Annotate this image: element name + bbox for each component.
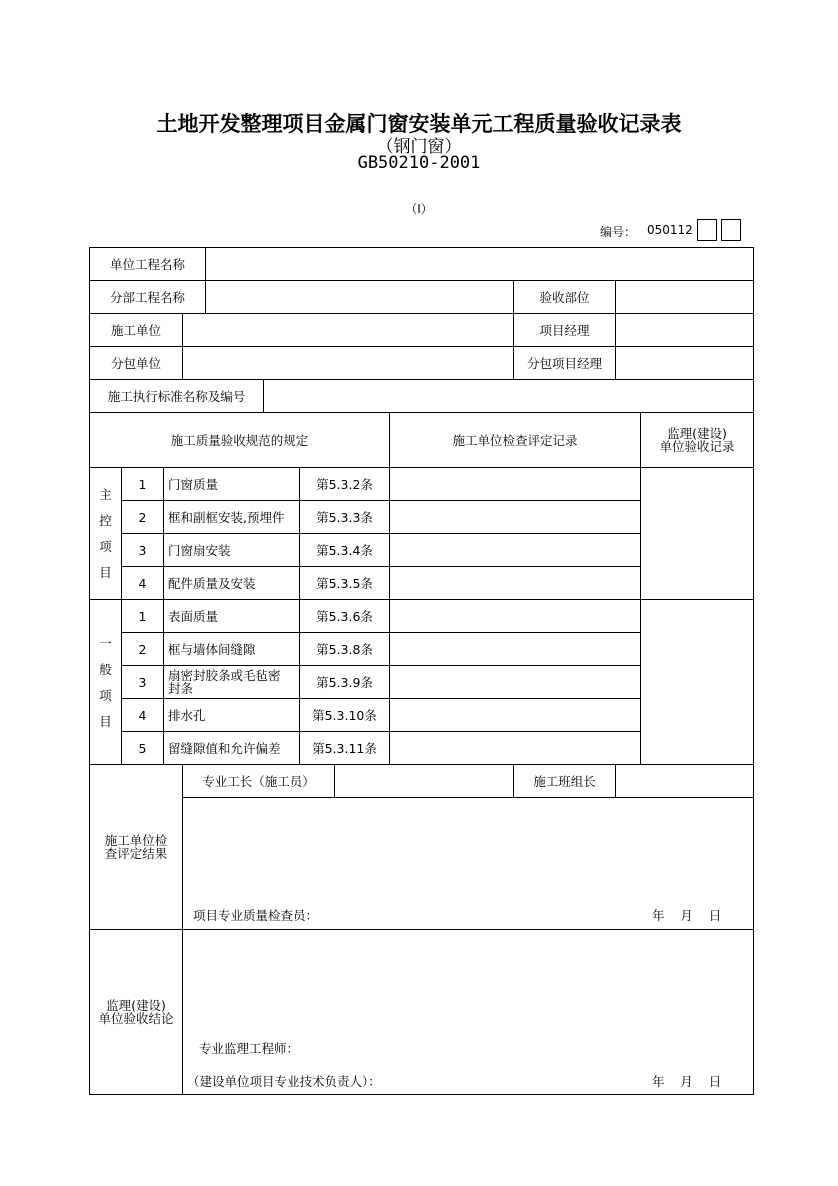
acceptance-part-field[interactable] [615, 280, 754, 314]
item-record-field[interactable] [389, 500, 641, 534]
inspector-label: 项目专业质量检查员： [193, 908, 319, 923]
acceptance-part-label: 验收部位 [513, 280, 616, 314]
category-char: 般 [99, 661, 112, 677]
item-clause: 第5.3.6条 [299, 599, 390, 633]
unit-project-field[interactable] [205, 247, 754, 281]
supervisor-date: 年 月 日 [652, 1074, 722, 1089]
standard-code: GB50210-2001 [357, 153, 481, 173]
item-number: 3 [121, 533, 164, 567]
item-clause: 第5.3.5条 [299, 566, 390, 600]
item-number: 4 [121, 698, 164, 732]
item-record-field[interactable] [389, 698, 641, 732]
item-clause: 第5.3.9条 [299, 665, 390, 699]
serial-box-1[interactable] [697, 219, 717, 241]
main_group-supervisor-field[interactable] [640, 467, 754, 600]
standard-name-field[interactable] [263, 379, 754, 413]
category-char: 目 [99, 713, 112, 729]
team-leader-field[interactable] [615, 764, 754, 798]
main_group-category [89, 467, 122, 600]
sub-project-field[interactable] [205, 280, 514, 314]
item-name: 表面质量 [163, 599, 300, 633]
item-record-field[interactable] [389, 599, 641, 633]
serial-box-2[interactable] [721, 219, 741, 241]
supervisor-header [640, 412, 754, 468]
supervisor-header-line: 单位验收记录 [659, 439, 735, 454]
item-record-field[interactable] [389, 632, 641, 666]
item-record-field[interactable] [389, 665, 641, 699]
item-number: 1 [121, 599, 164, 633]
part-label: （I） [405, 202, 433, 216]
item-clause: 第5.3.3条 [299, 500, 390, 534]
category-char: 一 [99, 635, 112, 651]
form-subtitle: （钢门窗） [376, 137, 462, 157]
item-clause: 第5.3.10条 [299, 698, 390, 732]
unit-project-label: 单位工程名称 [89, 247, 206, 281]
team-leader-label: 施工班组长 [513, 764, 616, 798]
form-title: 土地开发整理项目金属门窗安装单元工程质量验收记录表 [156, 112, 682, 136]
contractor-date: 年 月 日 [652, 908, 722, 923]
serial-label: 编号： [600, 225, 637, 239]
item-clause: 第5.3.4条 [299, 533, 390, 567]
standard-name-label: 施工执行标准名称及编号 [89, 379, 264, 413]
category-char: 项 [99, 687, 112, 703]
item-number: 1 [121, 467, 164, 501]
item-name: 留缝隙值和允许偏差 [163, 731, 300, 765]
supervisor-result-field[interactable] [182, 929, 754, 1095]
general_group-category [89, 599, 122, 765]
item-name: 门窗扇安装 [163, 533, 300, 567]
category-char: 控 [99, 513, 112, 528]
serial-value: 050112 [647, 223, 693, 237]
foreman-field[interactable] [334, 764, 514, 798]
item-name: 框和副框安装,预埋件 [163, 500, 300, 534]
contractor-field[interactable] [182, 313, 514, 347]
project-manager-label: 项目经理 [513, 313, 616, 347]
engineer-label: 专业监理工程师： [199, 1041, 300, 1056]
sub-project-manager-field[interactable] [615, 346, 754, 380]
spec-header: 施工质量验收规范的规定 [89, 412, 390, 468]
record-header: 施工单位检查评定记录 [389, 412, 641, 468]
category-char: 项 [99, 539, 112, 554]
category-char: 主 [99, 487, 112, 502]
subcontractor-field[interactable] [182, 346, 514, 380]
project-manager-field[interactable] [615, 313, 754, 347]
owner-rep-label: （建设单位项目专业技术负责人）： [187, 1074, 381, 1089]
item-record-field[interactable] [389, 533, 641, 567]
supervisor-result-label-line: 单位验收结论 [98, 1011, 174, 1026]
item-record-field[interactable] [389, 467, 641, 501]
item-clause: 第5.3.11条 [299, 731, 390, 765]
category-char: 目 [99, 565, 112, 580]
sub-project-manager-label: 分包项目经理 [513, 346, 616, 380]
item-name: 门窗质量 [163, 467, 300, 501]
sub-project-label: 分部工程名称 [89, 280, 206, 314]
supervisor-result-label [89, 929, 183, 1095]
contractor-result-label-line: 查评定结果 [104, 846, 168, 861]
subcontractor-label: 分包单位 [89, 346, 183, 380]
item-record-field[interactable] [389, 731, 641, 765]
general_group-supervisor-field[interactable] [640, 599, 754, 765]
item-number: 3 [121, 665, 164, 699]
item-name: 排水孔 [163, 698, 300, 732]
contractor-label: 施工单位 [89, 313, 183, 347]
foreman-label: 专业工长（施工员） [182, 764, 335, 798]
item-clause: 第5.3.8条 [299, 632, 390, 666]
item-name: 配件质量及安装 [163, 566, 300, 600]
item-number: 4 [121, 566, 164, 600]
contractor-result-label-line: 施工单位检 [104, 833, 168, 848]
item-number: 5 [121, 731, 164, 765]
supervisor-result-label-line: 监理(建设) [106, 998, 166, 1013]
item-name: 框与墙体间缝隙 [163, 632, 300, 666]
item-number: 2 [121, 500, 164, 534]
item-record-field[interactable] [389, 566, 641, 600]
contractor-result-label [89, 764, 183, 930]
supervisor-header-line: 监理(建设) [667, 426, 727, 441]
item-name: 扇密封胶条或毛毡密封条 [163, 665, 300, 699]
item-number: 2 [121, 632, 164, 666]
item-clause: 第5.3.2条 [299, 467, 390, 501]
